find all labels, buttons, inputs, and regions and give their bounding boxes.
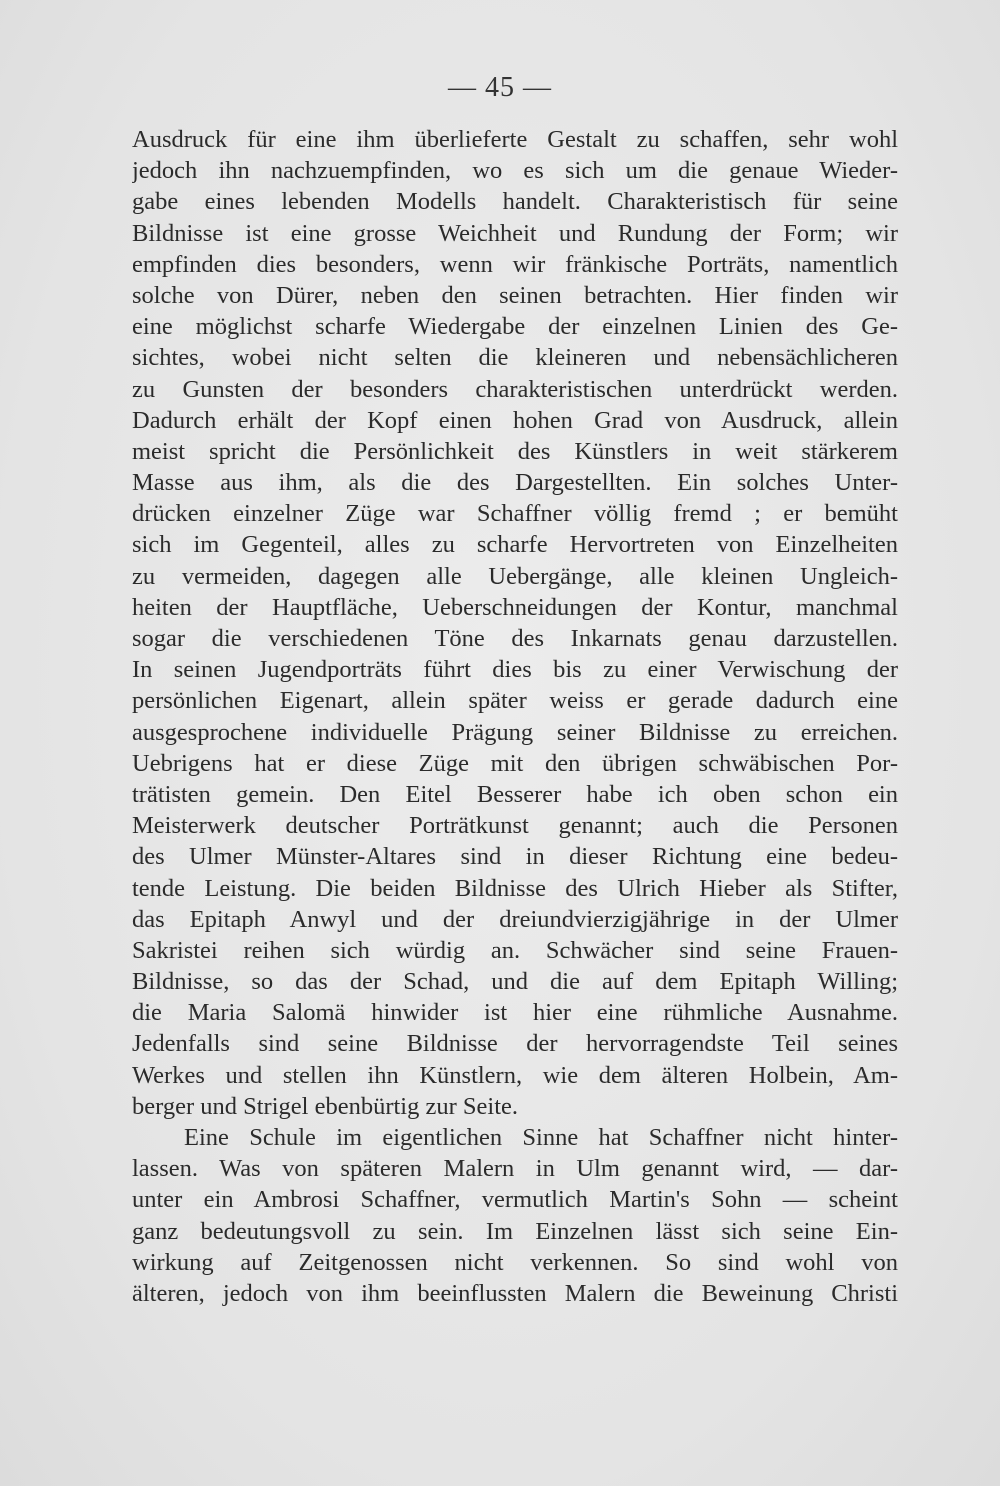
text-line: empfinden dies besonders, wenn wir fränkische Porträts, namentlich <box>132 250 898 278</box>
text-line: sogar die verschiedenen Töne des Inkarnats genau darzustellen. <box>132 625 898 652</box>
text-line: zu Gunsten der besonders charakteristischen unterdrückt werden. <box>132 375 898 403</box>
text-line: solche von Dürer, neben den seinen betrachten. Hier finden wir <box>132 281 898 309</box>
text-line: eine möglichst scharfe Wiedergabe der einzelnen Linien des Ge- <box>132 313 898 341</box>
body-text <box>132 124 898 1309</box>
text-line: Meisterwerk deutscher Porträtkunst genannt; auch die Personen <box>132 812 898 840</box>
text-line: die Maria Salomä hinwider ist hier eine rühmliche Ausnahme. <box>132 999 898 1027</box>
text-line: In seinen Jugendporträts führt dies bis zu einer Verwischung der <box>132 656 898 684</box>
text-line: Eine Schule im eigentlichen Sinne hat Schaffner nicht hinter- <box>184 1124 898 1151</box>
text-line: lassen. Was von späteren Malern in Ulm genannt wird, — dar- <box>132 1155 898 1183</box>
text-line: Ausdruck für eine ihm überlieferte Gestalt zu schaffen, sehr wohl <box>132 126 898 153</box>
text-line: gabe eines lebenden Modells handelt. Charakteristisch für seine <box>132 188 898 216</box>
text-line: Uebrigens hat er diese Züge mit den übrigen schwäbischen Por- <box>132 749 898 777</box>
text-line: das Epitaph Anwyl und der dreiundvierzigjährige in der Ulmer <box>132 905 898 933</box>
text-line: trätisten gemein. Den Eitel Besserer habe ich oben schon ein <box>132 780 898 808</box>
text-line: Bildnisse ist eine grosse Weichheit und Rundung der Form; wir <box>132 219 898 247</box>
text-line: persönlichen Eigenart, allein später weiss er gerade dadurch eine <box>132 687 898 715</box>
text-line: tende Leistung. Die beiden Bildnisse des Ulrich Hieber als Stifter, <box>132 874 898 902</box>
text-line: sichtes, wobei nicht selten die kleineren und nebensächlicheren <box>132 344 898 372</box>
text-line: drücken einzelner Züge war Schaffner völlig fremd ; er bemüht <box>132 500 898 528</box>
text-line: wirkung auf Zeitgenossen nicht verkennen. So sind wohl von <box>132 1248 898 1276</box>
text-line: Dadurch erhält der Kopf einen hohen Grad von Ausdruck, allein <box>132 406 898 434</box>
text-line: unter ein Ambrosi Schaffner, vermutlich Martin's Sohn — scheint <box>132 1186 898 1214</box>
text-line: ausgesprochene individuelle Prägung seiner Bildnisse zu erreichen. <box>132 718 898 746</box>
text-line: jedoch ihn nachzuempfinden, wo es sich um die genaue Wieder- <box>132 157 898 185</box>
text-line: Bildnisse, so das der Schad, und die auf dem Epitaph Willing; <box>132 968 898 996</box>
text-line: berger und Strigel ebenbürtig zur Seite. <box>132 1092 518 1120</box>
page-number: — 45 — <box>448 72 552 103</box>
text-line: zu vermeiden, dagegen alle Uebergänge, alle kleinen Ungleich- <box>132 562 898 590</box>
text-line: ganz bedeutungsvoll zu sein. Im Einzelnen lässt sich seine Ein- <box>132 1217 898 1245</box>
text-line: Jedenfalls sind seine Bildnisse der hervorragendste Teil seines <box>132 1030 898 1058</box>
text-line: Werkes und stellen ihn Künstlern, wie dem älteren Holbein, Am- <box>132 1061 898 1089</box>
text-line: älteren, jedoch von ihm beeinflussten Malern die Beweinung Christi <box>132 1279 898 1307</box>
text-line: Masse aus ihm, als die des Dargestellten. Ein solches Unter- <box>132 469 898 497</box>
text-line: sich im Gegenteil, alles zu scharfe Hervortreten von Einzelheiten <box>132 531 898 559</box>
text-line: Sakristei reihen sich würdig an. Schwächer sind seine Frauen- <box>132 936 898 964</box>
text-line: heiten der Hauptfläche, Ueberschneidungen der Kontur, manchmal <box>132 593 898 621</box>
text-line: des Ulmer Münster-Altares sind in dieser Richtung eine bedeu- <box>132 843 898 871</box>
text-line: meist spricht die Persönlichkeit des Künstlers in weit stärkerem <box>132 437 898 465</box>
